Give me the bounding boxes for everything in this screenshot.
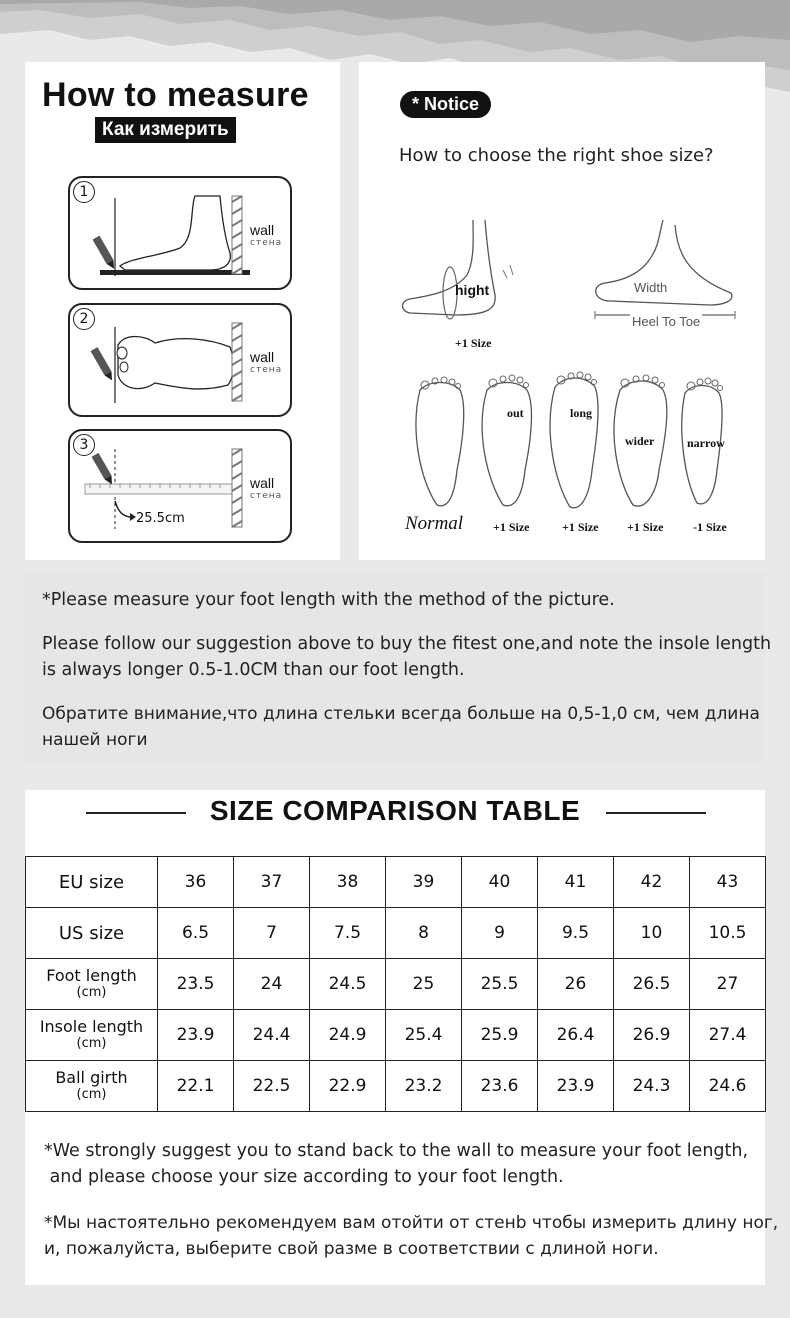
table-cell: 23.2: [386, 1061, 462, 1112]
label-narrow: narrow: [687, 436, 725, 450]
table-cell: 37: [234, 857, 310, 908]
label-width: Width: [634, 280, 668, 295]
table-cell: 6.5: [158, 908, 234, 959]
table-cell: 26.5: [614, 959, 690, 1010]
footer-ru-b: и, пожалуйста, выберите свой разме в соответствии с длиной ноги.: [44, 1239, 659, 1259]
row-header: EU size: [26, 857, 158, 908]
table-cell: 41: [538, 857, 614, 908]
step-3-card: [68, 429, 292, 543]
table-cell: 24: [234, 959, 310, 1010]
row-label: Ball girth: [55, 1068, 128, 1087]
row-label: Foot length: [46, 966, 137, 985]
row-unit: (cm): [76, 1036, 107, 1051]
label-size-out: +1 Size: [493, 520, 530, 534]
table-cell: 23.5: [158, 959, 234, 1010]
table-cell: 26.9: [614, 1010, 690, 1061]
label-hight: hight: [455, 282, 490, 298]
step-2-card: [68, 303, 292, 417]
step-number: 1: [73, 181, 95, 203]
wall-label-ru: стена: [250, 491, 283, 501]
measure-title: How to measure: [42, 76, 309, 114]
table-cell: 25.4: [386, 1010, 462, 1061]
table-cell: 22.9: [310, 1061, 386, 1112]
table-cell: 36: [158, 857, 234, 908]
table-cell: 25: [386, 959, 462, 1010]
wall-label-ru: стена: [250, 238, 283, 248]
table-row: [26, 857, 766, 908]
table-row: [26, 1061, 766, 1112]
label-long: long: [570, 406, 593, 420]
label-size-wider: +1 Size: [627, 520, 664, 534]
note-line-3b: нашей ноги: [42, 730, 148, 750]
table-cell: 23.9: [538, 1061, 614, 1112]
wall-label: wall: [250, 475, 275, 491]
row-unit: (cm): [76, 1087, 107, 1102]
table-cell: 43: [690, 857, 766, 908]
table-row: [26, 1010, 766, 1061]
table-cell: 22.5: [234, 1061, 310, 1112]
table-cell: 25.9: [462, 1010, 538, 1061]
wall-label: wall: [250, 349, 275, 365]
notice-badge: * Notice: [400, 91, 491, 118]
table-cell: 27.4: [690, 1010, 766, 1061]
table-cell: 23.6: [462, 1061, 538, 1112]
table-cell: 22.1: [158, 1061, 234, 1112]
size-table-heading: SIZE COMPARISON TABLE: [209, 795, 581, 826]
note-line-3a: Обратите внимание,что длина стельки всегда больше на 0,5-1,0 см, чем длина: [42, 704, 760, 724]
footer-en-a: *We strongly suggest you to stand back to the wall to measure your foot length,: [44, 1141, 749, 1161]
footer-en-b: and please choose your size according to your foot length.: [44, 1167, 564, 1187]
row-header: [26, 959, 158, 1010]
measure-value: 25.5cm: [136, 511, 185, 526]
table-cell: 38: [310, 857, 386, 908]
table-cell: 24.6: [690, 1061, 766, 1112]
table-row: [26, 908, 766, 959]
table-cell: 10: [614, 908, 690, 959]
table-cell: 39: [386, 857, 462, 908]
label-wider: wider: [625, 434, 655, 448]
table-cell: 9.5: [538, 908, 614, 959]
table-cell: 7: [234, 908, 310, 959]
note-line-1: *Please measure your foot length with the method of the picture.: [42, 590, 615, 610]
table-cell: 8: [386, 908, 462, 959]
row-header: [26, 1010, 158, 1061]
label-normal: Normal: [405, 513, 464, 534]
label-out: out: [507, 406, 524, 420]
table-cell: 26: [538, 959, 614, 1010]
note-line-2b: is always longer 0.5-1.0CM than our foot length.: [42, 660, 465, 680]
table-cell: 27: [690, 959, 766, 1010]
wall-label: wall: [250, 222, 275, 238]
label-plus-one-size: +1 Size: [455, 336, 492, 350]
step-1-card: [68, 176, 292, 290]
table-cell: 7.5: [310, 908, 386, 959]
wall-label-ru: стена: [250, 365, 283, 375]
table-cell: 42: [614, 857, 690, 908]
row-label: Insole length: [39, 1017, 144, 1036]
table-cell: 26.4: [538, 1010, 614, 1061]
row-header: [26, 1061, 158, 1112]
label-size-long: +1 Size: [562, 520, 599, 534]
table-row: [26, 959, 766, 1010]
table-cell: 24.4: [234, 1010, 310, 1061]
table-cell: 9: [462, 908, 538, 959]
size-comparison-table: [25, 856, 766, 1112]
notice-question: How to choose the right shoe size?: [399, 145, 714, 166]
note-line-2a: Please follow our suggestion above to buy the fitest one,and note the insole length: [42, 634, 772, 654]
label-size-narrow: -1 Size: [693, 520, 727, 534]
label-heel-to-toe: Heel To Toe: [632, 314, 701, 329]
row-header: US size: [26, 908, 158, 959]
table-cell: 23.9: [158, 1010, 234, 1061]
footer-ru-a: *Мы настоятельно рекомендуем вам отойти от стенb чтобы измерить длину ног,: [44, 1213, 779, 1233]
measure-subtitle-ru: Как измерить: [95, 117, 236, 143]
step-number: 3: [73, 434, 95, 456]
row-unit: (cm): [76, 985, 107, 1000]
table-cell: 24.3: [614, 1061, 690, 1112]
table-cell: 10.5: [690, 908, 766, 959]
foot-sketches: [395, 215, 755, 545]
table-cell: 24.5: [310, 959, 386, 1010]
step-number: 2: [73, 308, 95, 330]
table-cell: 40: [462, 857, 538, 908]
table-cell: 24.9: [310, 1010, 386, 1061]
table-cell: 25.5: [462, 959, 538, 1010]
